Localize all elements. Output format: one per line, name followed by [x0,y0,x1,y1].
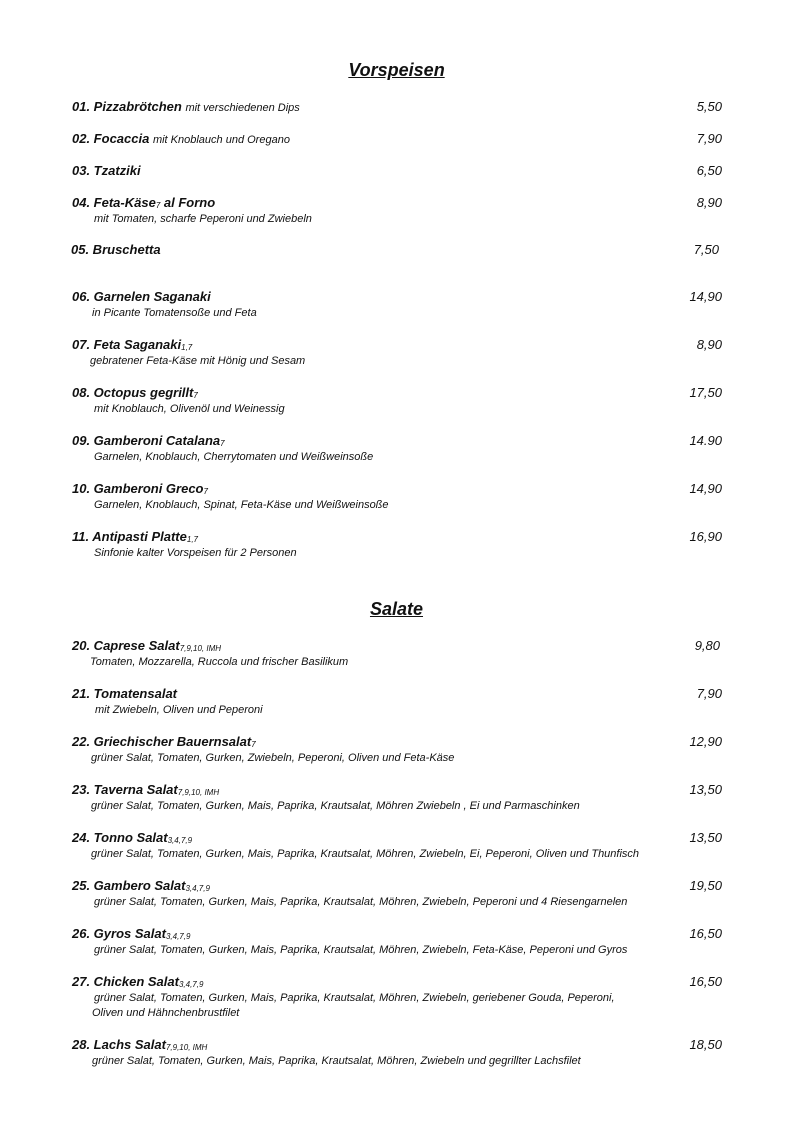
allergen-codes: 1,7 [186,535,198,544]
item-title-suffix: al Forno [160,195,216,210]
menu-item-description [94,402,285,417]
allergen-codes: 7,9,10, IMH [165,1043,208,1052]
menu-item-price: 8,90 [696,195,722,210]
menu-item-description [95,703,263,718]
section-title-salate: Salate [369,599,424,619]
allergen-codes: 3,4,7,9 [185,884,210,893]
description-line: Sinfonie kalter Vorspeisen für 2 Personen [94,547,297,559]
allergen-codes: 1,7 [181,343,193,352]
menu-item-name [71,242,161,257]
menu-item-name [72,1037,207,1052]
menu-item-name [72,433,225,448]
description-line: in Picante Tomatensoße und Feta [92,307,257,319]
description-line: grüner Salat, Tomaten, Gurken, Mais, Paprika, Krautsalat, Möhren, Zwiebeln, Ei, Peperoni, Oliven und Thunfisch [91,848,640,860]
menu-item-price: 14,90 [689,289,722,304]
item-title: 28. Lachs Salat [72,1037,166,1052]
item-title: 10. Gamberoni Greco [72,481,204,496]
menu-item-name [72,734,256,749]
menu-item [0,926,793,966]
menu-item [0,195,793,235]
menu-item [0,337,793,377]
item-title: 06. Garnelen Saganaki [72,289,211,304]
menu-item-name [72,926,190,941]
menu-item [0,529,793,569]
description-line: grüner Salat, Tomaten, Gurken, Mais, Paprika, Krautsalat, Möhren Zwiebeln , Ei und Parmaschinken [91,800,580,812]
menu-item [0,686,793,726]
item-title: 07. Feta Saganaki [72,337,182,352]
allergen-codes: 7 [251,740,256,749]
item-title: 08. Octopus gegrillt [72,385,194,400]
menu-item-price: 6,50 [696,163,722,178]
menu-item [0,830,793,870]
item-title: 23. Taverna Salat [72,782,178,797]
menu-item-price: 16,90 [689,529,722,544]
description-line: grüner Salat, Tomaten, Gurken, Mais, Paprika, Krautsalat, Möhren, Zwiebeln, Peperoni und 4 Riesengarnelen [94,896,628,908]
menu-item-description [94,450,373,465]
menu-item-name [72,195,215,210]
allergen-codes: 7 [193,391,198,400]
description-line: Garnelen, Knoblauch, Spinat, Feta-Käse und Weißweinsoße [94,499,389,511]
item-inline-note: mit verschiedenen Dips [185,102,300,114]
description-line: mit Knoblauch, Olivenöl und Weinessig [94,403,285,415]
menu-item-price: 7,90 [696,131,722,146]
menu-item [0,974,793,1019]
menu-item-price: 8,90 [696,337,722,352]
item-title: 01. Pizzabrötchen [72,99,182,114]
menu-item-name [72,163,141,178]
menu-item [0,242,793,282]
menu-item-price: 5,50 [696,99,722,114]
menu-item-name [72,385,198,400]
item-title: 24. Tonno Salat [72,830,168,845]
menu-item-price: 7,50 [693,242,719,257]
item-title: 20. Caprese Salat [72,638,180,653]
menu-item-price: 7,90 [696,686,722,701]
menu-item-price: 9,80 [694,638,720,653]
menu-item-description [94,546,297,561]
menu-item [0,782,793,822]
allergen-codes: 3,4,7,9 [167,836,193,845]
menu-item [0,734,793,774]
menu-item-name [72,686,177,701]
allergen-codes: 3,4,7,9 [165,932,191,941]
menu-item-description [91,799,580,814]
menu-item-name [72,638,221,653]
menu-item [0,481,793,521]
menu-item-price: 16,50 [689,926,722,941]
item-title: 04. Feta-Käse [72,195,156,210]
menu-item-name [72,131,290,146]
menu-item-name [72,878,210,893]
menu-item-description [91,847,639,862]
menu-item-name [72,830,192,845]
menu-item [0,1037,793,1077]
menu-item-description [94,498,389,513]
menu-item-price: 13,50 [689,830,722,845]
menu-item-price: 12,90 [689,734,722,749]
menu-item-name [72,974,203,989]
description-line: grüner Salat, Tomaten, Gurken, Mais, Paprika, Krautsalat, Möhren, Zwiebeln, geriebener Gouda, Peperoni, [94,992,615,1004]
allergen-codes: 7 [155,201,161,210]
item-title: 03. Tzatziki [72,163,141,178]
section-title-vorspeisen: Vorspeisen [348,60,445,80]
item-title: 22. Griechischer Bauernsalat [72,734,252,749]
item-title: 27. Chicken Salat [72,974,179,989]
description-line: mit Zwiebeln, Oliven und Peperoni [95,704,263,716]
menu-item-price: 14.90 [689,433,722,448]
menu-item-description [91,751,454,766]
menu-item-price: 17,50 [689,385,722,400]
description-line: grüner Salat, Tomaten, Gurken, Mais, Paprika, Krautsalat, Möhren, Zwiebeln und gegrillter Lachsfilet [92,1055,581,1067]
item-title: 21. Tomatensalat [72,686,178,701]
item-title: 25. Gambero Salat [72,878,186,893]
menu-item-price: 18,50 [689,1037,722,1052]
menu-item-description [92,306,257,321]
menu-item-price: 16,50 [689,974,722,989]
menu-item-description [94,212,312,227]
description-line: Tomaten, Mozzarella, Ruccola und frischer Basilikum [90,656,349,668]
menu-item-description [90,655,348,670]
menu-item-name [72,99,300,114]
menu-item-price: 13,50 [689,782,722,797]
item-title: 05. Bruschetta [71,242,161,257]
menu-item-name [72,782,219,797]
menu-item-price: 19,50 [689,878,722,893]
menu-item-description [94,943,627,958]
menu-item-description [90,354,305,369]
menu-item-name [72,529,198,544]
description-line: Garnelen, Knoblauch, Cherrytomaten und Weißweinsoße [94,451,374,463]
description-line: grüner Salat, Tomaten, Gurken, Zwiebeln, Peperoni, Oliven und Feta-Käse [91,752,455,764]
menu-item [0,433,793,473]
allergen-codes: 3,4,7,9 [178,980,204,989]
allergen-codes: 7,9,10, IMH [179,644,222,653]
menu-item-name [72,481,208,496]
item-title: 02. Focaccia [72,131,150,146]
item-inline-note: mit Knoblauch und Oregano [152,134,290,146]
menu-item [0,638,793,678]
menu-item-name [72,337,192,352]
menu-item [0,878,793,918]
menu-item-price: 14,90 [689,481,722,496]
description-line: Oliven und Hähnchenbrustfilet [92,1007,240,1019]
item-title: 09. Gamberoni Catalana [72,433,221,448]
description-line: grüner Salat, Tomaten, Gurken, Mais, Paprika, Krautsalat, Möhren, Zwiebeln, Feta-Käse, Peperoni und Gyros [94,944,628,956]
item-title: 26. Gyros Salat [72,926,166,941]
menu-item-description [94,991,615,1021]
menu-item [0,289,793,329]
menu-item [0,385,793,425]
allergen-codes: 7,9,10, IMH [177,788,220,797]
description-line: mit Tomaten, scharfe Peperoni und Zwiebeln [94,213,312,225]
menu-item-description [94,895,627,910]
allergen-codes: 7 [220,439,225,448]
allergen-codes: 7 [203,487,208,496]
menu-item-description [92,1054,581,1069]
menu-item-name [72,289,211,304]
description-line: gebratener Feta-Käse mit Hönig und Sesam [90,355,306,367]
item-title: 11. Antipasti Platte [72,529,187,544]
